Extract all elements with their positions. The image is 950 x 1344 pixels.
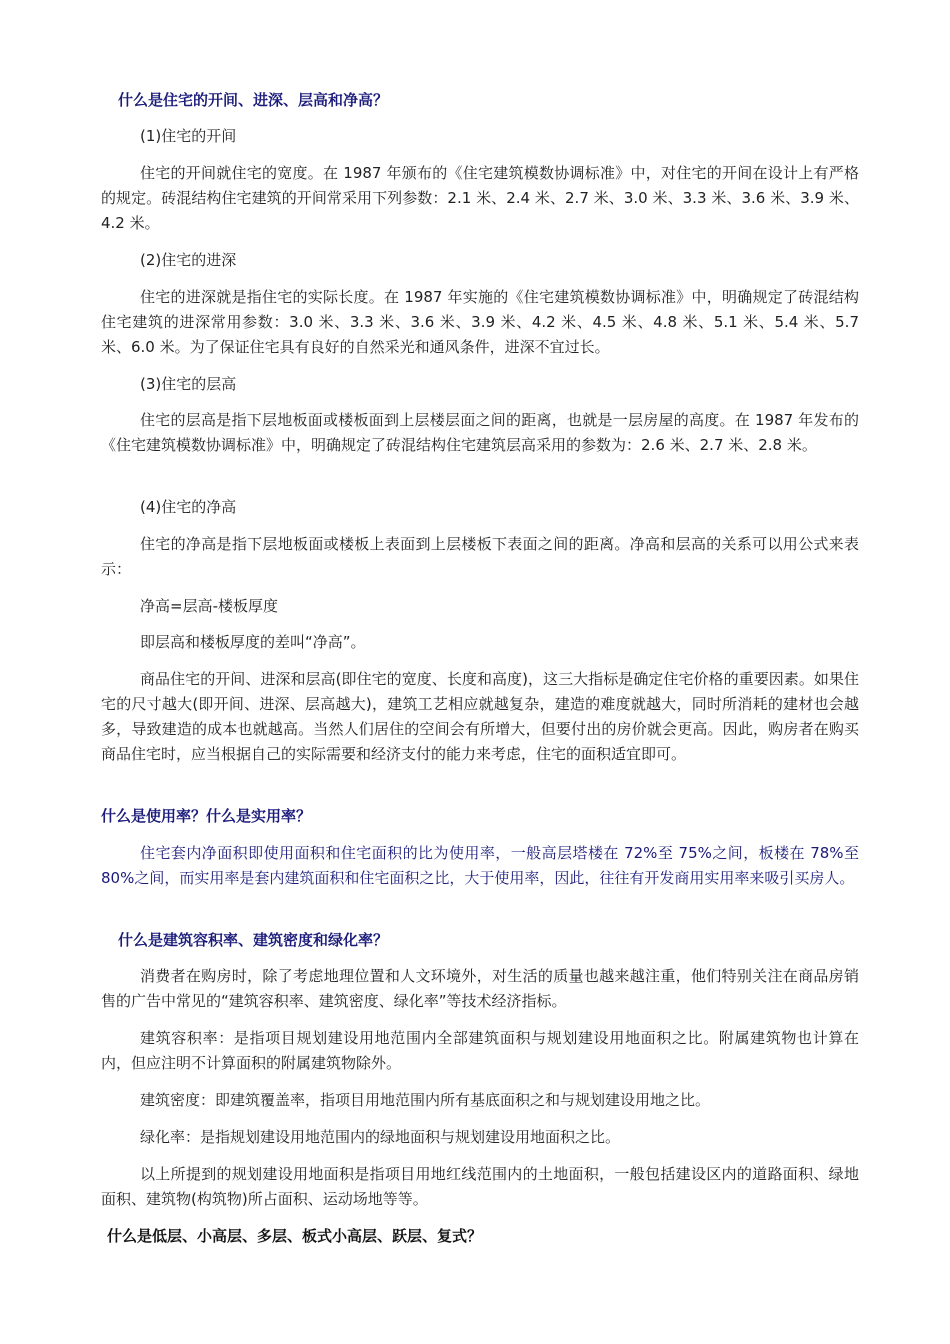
paragraph-bay-width: 住宅的开间就住宅的宽度。在 1987 年颁布的《住宅建筑模数协调标准》中，对住宅的开间在设计上有严格的规定。砖混结构住宅建筑的开间常采用下列参数：2.1 米、2.4 米、2.7 米、3.0 米、3.3 米、3.6 米、3.9 米、4.2 米。 [101,164,859,232]
formula-note: 即层高和楼板厚度的差叫“净高”。 [140,633,366,651]
paragraph-building-density: 建筑密度：即建筑覆盖率，指项目用地范围内所有基底面积之和与规划建设用地之比。 [140,1091,711,1109]
paragraph-plot-intro: 消费者在购房时，除了考虑地理位置和人文环境外，对生活的质量也越来越注重，他们特别关注在商品房销售的广告中常见的“建筑容积率、建筑密度、绿化率”等技术经济指标。 [101,967,859,1010]
paragraph-floor-height: 住宅的层高是指下层地板面或楼板面到上层楼层面之间的距离，也就是一层房屋的高度。在 1987 年发布的《住宅建筑模数协调标准》中，明确规定了砖混结构住宅建筑层高采用的参数为：2.6 米、2.7 米、2.8 米。 [101,411,859,454]
paragraph-plot-ratio: 建筑容积率：是指项目规划建设用地范围内全部建筑面积与规划建设用地面积之比。附属建筑物也计算在内，但应注明不计算面积的附属建筑物除外。 [101,1029,859,1072]
subheading-clear-height: (4)住宅的净高 [140,498,237,516]
paragraph-usage-rate: 住宅套内净面积即使用面积和住宅面积的比为使用率，一般高层塔楼在 72%至 75%之间，板楼在 78%至 80%之间，而实用率是套内建筑面积和住宅面积之比，大于使用率，因此，往往有开发商用实用率来吸引买房人。 [101,844,859,887]
heading-dimensions: 什么是住宅的开间、进深、层高和净高？ [118,91,389,109]
heading-usage-rate: 什么是使用率？什么是实用率？ [101,807,312,825]
paragraph-green-ratio: 绿化率：是指规划建设用地范围内的绿地面积与规划建设用地面积之比。 [140,1128,621,1146]
subheading-bay-width: (1)住宅的开间 [140,127,237,145]
heading-building-types: 什么是低层、小高层、多层、板式小高层、跃层、复式？ [107,1227,483,1245]
formula-line: 净高=层高-楼板厚度 [140,597,278,615]
subheading-depth: (2)住宅的进深 [140,251,237,269]
paragraph-land-area: 以上所提到的规划建设用地面积是指项目用地红线范围内的土地面积，一般包括建设区内的道路面积、绿地面积、建筑物(构筑物)所占面积、运动场地等等。 [101,1165,859,1208]
subheading-floor-height: (3)住宅的层高 [140,375,237,393]
heading-plot-ratio: 什么是建筑容积率、建筑密度和绿化率？ [118,931,389,949]
paragraph-price-factors: 商品住宅的开间、进深和层高(即住宅的宽度、长度和高度)，这三大指标是确定住宅价格的重要因素。如果住宅的尺寸越大(即开间、进深、层高越大)，建筑工艺相应就越复杂，建造的难度就越大，同时所消耗的建材也会越多，导致建造的成本也就越高。当然人们居住的空间会有所增大，但要付出的房价就会更高。因此，购房者在购买商品住宅时，应当根据自己的实际需要和经济支付的能力来考虑，住宅的面积适宜即可。 [101,670,859,763]
paragraph-depth: 住宅的进深就是指住宅的实际长度。在 1987 年实施的《住宅建筑模数协调标准》中，明确规定了砖混结构住宅建筑的进深常用参数：3.0 米、3.3 米、3.6 米、3.9 米、4.2 米、4.5 米、4.8 米、5.1 米、5.4 米、5.7 米、6.0 米。为了保证住宅具有良好的自然采光和通风条件，进深不宜过长。 [101,288,859,356]
paragraph-clear-height: 住宅的净高是指下层地板面或楼板上表面到上层楼板下表面之间的距离。净高和层高的关系可以用公式来表示： [101,535,859,578]
